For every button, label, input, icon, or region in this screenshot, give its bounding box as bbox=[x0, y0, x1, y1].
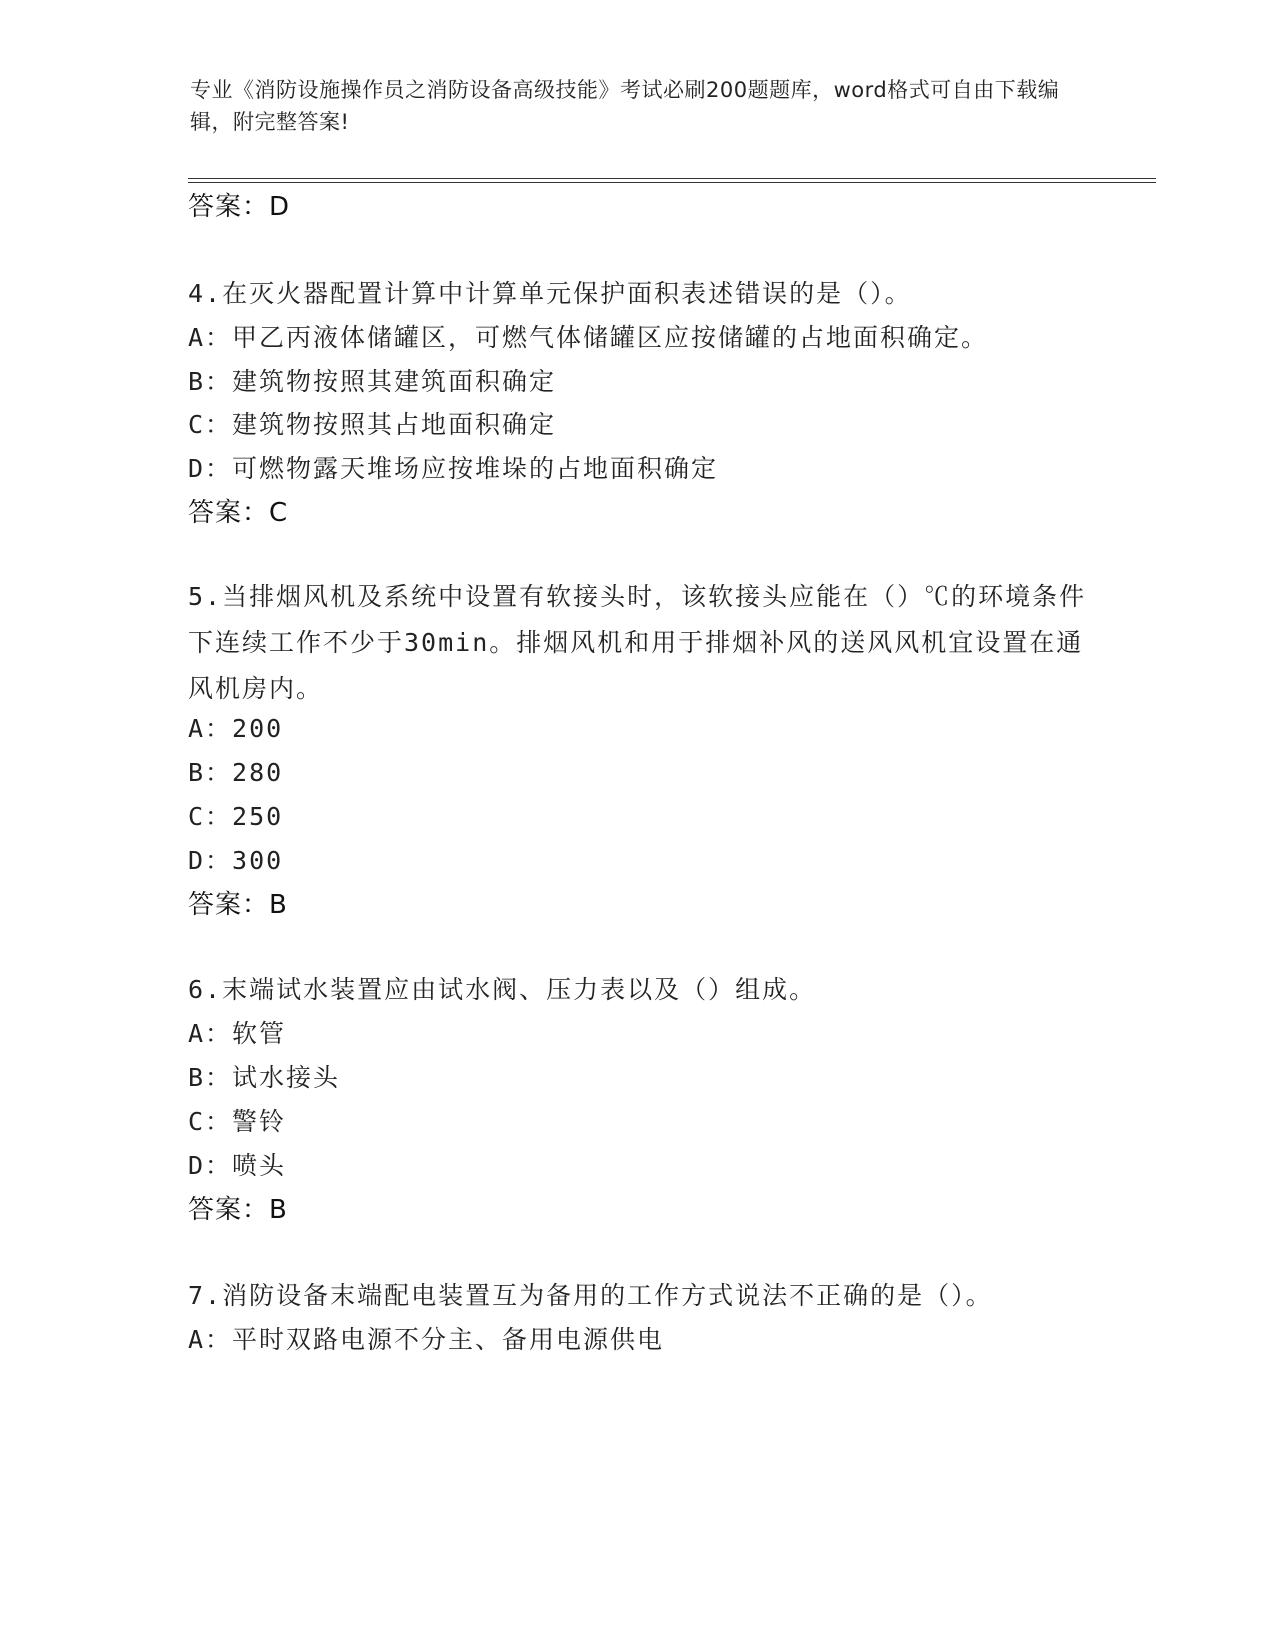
question-4-text: 4.在灭火器配置计算中计算单元保护面积表述错误的是（）。 bbox=[188, 279, 912, 308]
question-6-option-b: B：试水接头 bbox=[188, 1063, 341, 1092]
question-4-option-b: B：建筑物按照其建筑面积确定 bbox=[188, 367, 557, 396]
question-7-text: 7.消防设备末端配电装置互为备用的工作方式说法不正确的是（）。 bbox=[188, 1281, 993, 1310]
question-6-answer: 答案：B bbox=[188, 1195, 288, 1225]
question-6-option-c: C：警铃 bbox=[188, 1107, 287, 1136]
question-4-option-c: C：建筑物按照其占地面积确定 bbox=[188, 410, 557, 439]
question-5-option-c: C：250 bbox=[188, 802, 284, 831]
question-4-answer: 答案：C bbox=[188, 498, 289, 528]
header-divider bbox=[188, 178, 1156, 183]
question-6-text: 6.末端试水装置应由试水阀、压力表以及（）组成。 bbox=[188, 975, 817, 1004]
question-4-option-d: D：可燃物露天堆场应按堆垛的占地面积确定 bbox=[188, 454, 719, 483]
answer-line: 答案：D bbox=[188, 192, 291, 222]
question-5-text: 5.当排烟风机及系统中设置有软接头时，该软接头应能在（）℃的环境条件下连续工作不少于30min。排烟风机和用于排烟补风的送风风机宜设置在通风机房内。 bbox=[188, 582, 1087, 703]
question-5-option-a: A：200 bbox=[188, 714, 284, 743]
question-5-answer: 答案：B bbox=[188, 890, 288, 920]
question-6-option-a: A：软管 bbox=[188, 1019, 287, 1048]
question-6-option-d: D：喷头 bbox=[188, 1151, 287, 1180]
page-header-text: 专业《消防设施操作员之消防设备高级技能》考试必刷200题题库，word格式可自由下载编辑，附完整答案! bbox=[190, 78, 1060, 134]
question-7-option-a: A：平时双路电源不分主、备用电源供电 bbox=[188, 1325, 665, 1354]
question-4-option-a: A：甲乙丙液体储罐区，可燃气体储罐区应按储罐的占地面积确定。 bbox=[188, 323, 989, 352]
question-5-option-b: B：280 bbox=[188, 758, 284, 787]
question-5-option-d: D：300 bbox=[188, 846, 284, 875]
